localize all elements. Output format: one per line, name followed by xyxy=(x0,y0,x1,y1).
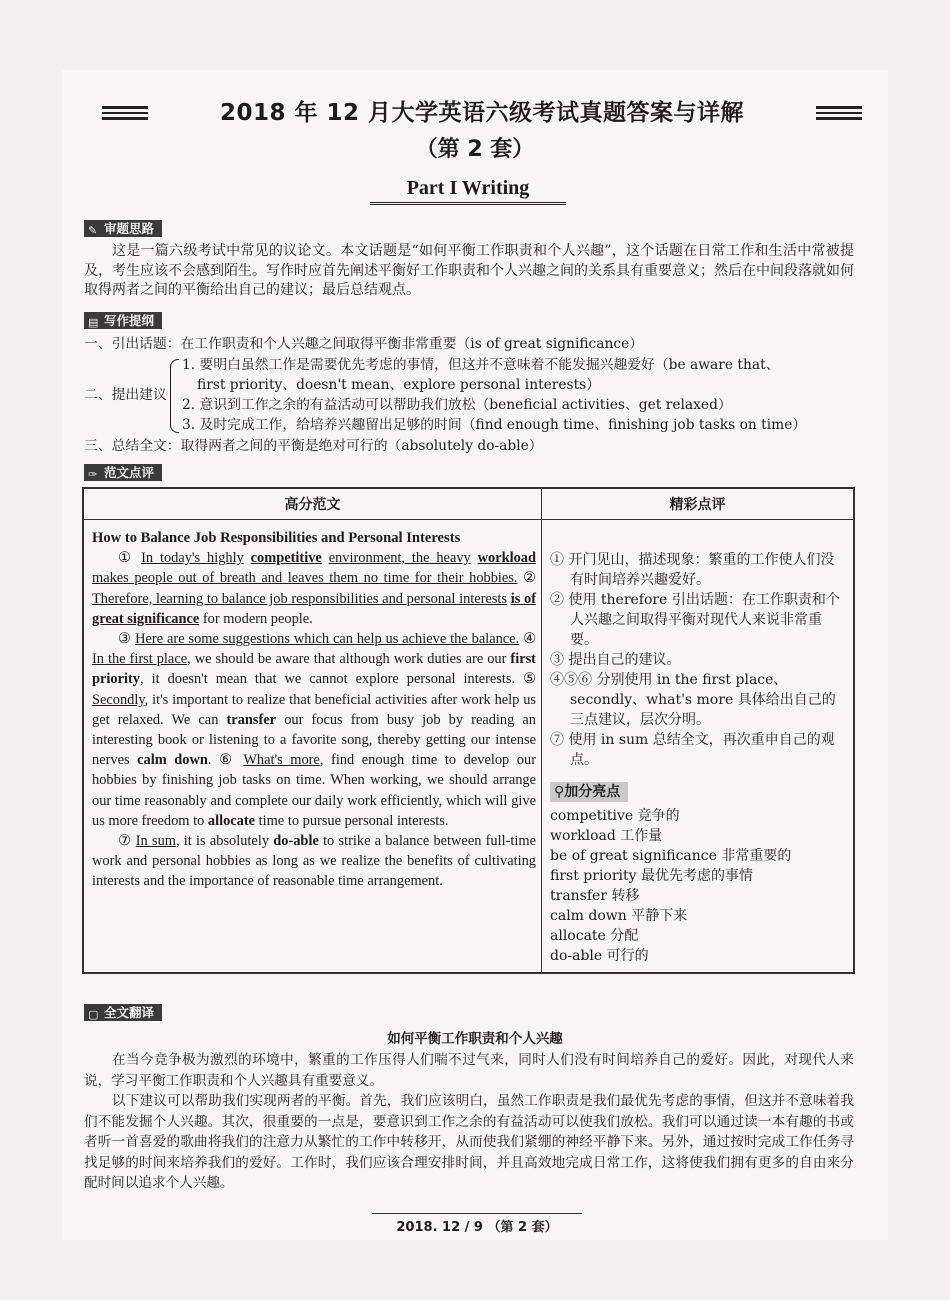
col-header-comments: 精彩点评 xyxy=(542,488,855,520)
analysis-tag: ✎ 审题思路 xyxy=(84,220,162,237)
title-rule-left xyxy=(102,106,148,120)
outline-item-2-1a: 1. 要明白虽然工作是需要优先考虑的事情，但这并不意味着不能发掘兴趣爱好（be aware that、 xyxy=(182,357,780,373)
translation-paragraph-1: 在当今竞争极为激烈的环境中，繁重的工作压得人们喘不过气来，同时人们没有时间培养自己的爱好。因此，对现代人来说，学习平衡工作职责和个人兴趣具有重要意义。 xyxy=(84,1052,854,1089)
essay-cell xyxy=(83,520,542,974)
essay-paragraph-3: ⑦ In sum, it is absolutely do-able to strike a balance between full-time work and personal hobbies as long as we realize the benefits of cultivating interests and the importance of reasonable time arrangement. xyxy=(92,833,536,890)
comment-item: ① 开门见山，描述现象：繁重的工作使人们没有时间培养兴趣爱好。 xyxy=(550,552,835,588)
comment-item: ④⑤⑥ 分别使用 in the first place、secondly、what's more 具体给出自己的三点建议，层次分明。 xyxy=(550,672,836,728)
essay-title: How to Balance Job Responsibilities and Personal Interests xyxy=(92,530,461,546)
vocab-item: calm down 平静下来 xyxy=(550,908,688,924)
essay-paragraph-2: ③ Here are some suggestions which can help us achieve the balance. ④ In the first place, we should be aware that although work duties are our first priority, it doesn't mean that we cannot explore personal interests. ⑤ Secondly, it's important to realize that beneficial activities after work help us get relaxed. We can transfer our focus from busy job by reading an interesting book or listening to a favorite song, thereby getting our intense nerves calm down. ⑥ What's more, find enough time to develop our hobbies by finishing job tasks on time. When working, we should arrange our time reasonably and complete our daily work efficiently, which will give us more freedom to allocate time to pursue personal interests. xyxy=(92,631,536,829)
title-rule-right xyxy=(816,106,862,120)
comments-cell xyxy=(542,520,855,974)
translation-title: 如何平衡工作职责和个人兴趣 xyxy=(387,1031,563,1047)
highlight-tag: ⚲加分亮点 xyxy=(550,782,628,802)
main-title: 2018 年 12 月大学英语六级考试真题答案与详解 xyxy=(219,100,745,126)
part-title: Part I Writing xyxy=(370,177,566,205)
outline-item-2-1b: first priority、doesn't mean、explore personal interests） xyxy=(197,377,601,393)
translation-paragraph-2: 以下建议可以帮助我们实现两者的平衡。首先，我们应该明白，虽然工作职责是我们最优先考虑的事情，但这并不意味着我们不能发掘个人兴趣。其次，很重要的一点是，要意识到工作之余的有益活动可以使我们放松。我们可以通过读一本有趣的书或者听一首喜爱的歌曲将我们的注意力从繁忙的工作中转移开，从而使我们紧绷的神经平静下来。另外，通过按时完成工作任务寻找足够的时间来培养我们的爱好。工作时，我们应该合理安排时间，并且高效地完成日常工作，这将使我们拥有更多的自由来分配时间以追求个人兴趣。 xyxy=(84,1093,854,1191)
comment-item: ③ 提出自己的建议。 xyxy=(550,652,681,668)
pen-icon: ✑ xyxy=(88,468,98,481)
analysis-text: 这是一篇六级考试中常见的议论文。本文话题是“如何平衡工作职责和个人兴趣”，这个话题在日常工作和生活中常被提及，考生应该不会感到陌生。写作时应首先阐述平衡好工作职责和个人兴趣之间的关系具有重要意义；然后在中间段落就如何取得两者之间的平衡给出自己的建议；最后总结观点。 xyxy=(84,243,854,298)
col-header-essay: 高分范文 xyxy=(83,488,542,520)
comments xyxy=(542,520,853,972)
translation-tag: ▢ 全文翻译 xyxy=(84,1004,162,1021)
outline-item-2-label: 二、提出建议 xyxy=(84,387,167,403)
sample-essay xyxy=(84,520,541,898)
translation-text xyxy=(84,1050,854,1194)
outline-item-1: 一、引出话题：在工作职责和个人兴趣之间取得平衡非常重要（is of great significance） xyxy=(84,336,644,352)
outline-item-2-2: 2. 意识到工作之余的有益活动可以帮助我们放松（beneficial activities、get relaxed） xyxy=(182,397,732,413)
pencil-icon: ✎ xyxy=(88,224,98,237)
outline-item-2-3: 3. 及时完成工作，给培养兴趣留出足够的时间（find enough time、finishing job tasks on time） xyxy=(182,417,807,433)
outline-tag: ▤ 写作提纲 xyxy=(84,312,162,329)
vocab-item: workload 工作量 xyxy=(550,828,663,844)
title-row xyxy=(102,94,862,134)
page-footer: 2018. 12 / 9 （第 2 套） xyxy=(372,1213,582,1235)
comment-item: ② 使用 therefore 引出话题：在工作职责和个人兴趣之间取得平衡对现代人来说非常重要。 xyxy=(550,592,840,648)
outline-item-3: 三、总结全文：取得两者之间的平衡是绝对可行的（absolutely do-able） xyxy=(84,438,543,454)
sub-title: （第 2 套） xyxy=(415,137,535,162)
exam-page xyxy=(62,70,888,1240)
vocab-item: first priority 最优先考虑的事情 xyxy=(550,868,754,884)
outline-brace xyxy=(170,359,179,433)
document-icon: ▢ xyxy=(88,1008,99,1021)
magnifier-icon: ⚲ xyxy=(554,784,565,800)
book-icon: ▤ xyxy=(88,316,99,329)
vocab-item: transfer 转移 xyxy=(550,888,640,904)
comment-item: ⑦ 使用 in sum 总结全文，再次重申自己的观点。 xyxy=(550,732,835,768)
essay-paragraph-1: ① In today's highly competitive environment, the heavy workload makes people out of breath and leaves them no time for their hobbies. ② Therefore, learning to balance job responsibilities and personal interests is of great significance for modern people. xyxy=(92,550,536,627)
sample-tag: ✑ 范文点评 xyxy=(84,464,162,481)
vocab-item: do-able 可行的 xyxy=(550,948,649,964)
vocab-item: allocate 分配 xyxy=(550,928,639,944)
vocab-item: competitive 竞争的 xyxy=(550,808,680,824)
vocab-item: be of great significance 非常重要的 xyxy=(550,848,792,864)
sample-table xyxy=(82,487,855,974)
